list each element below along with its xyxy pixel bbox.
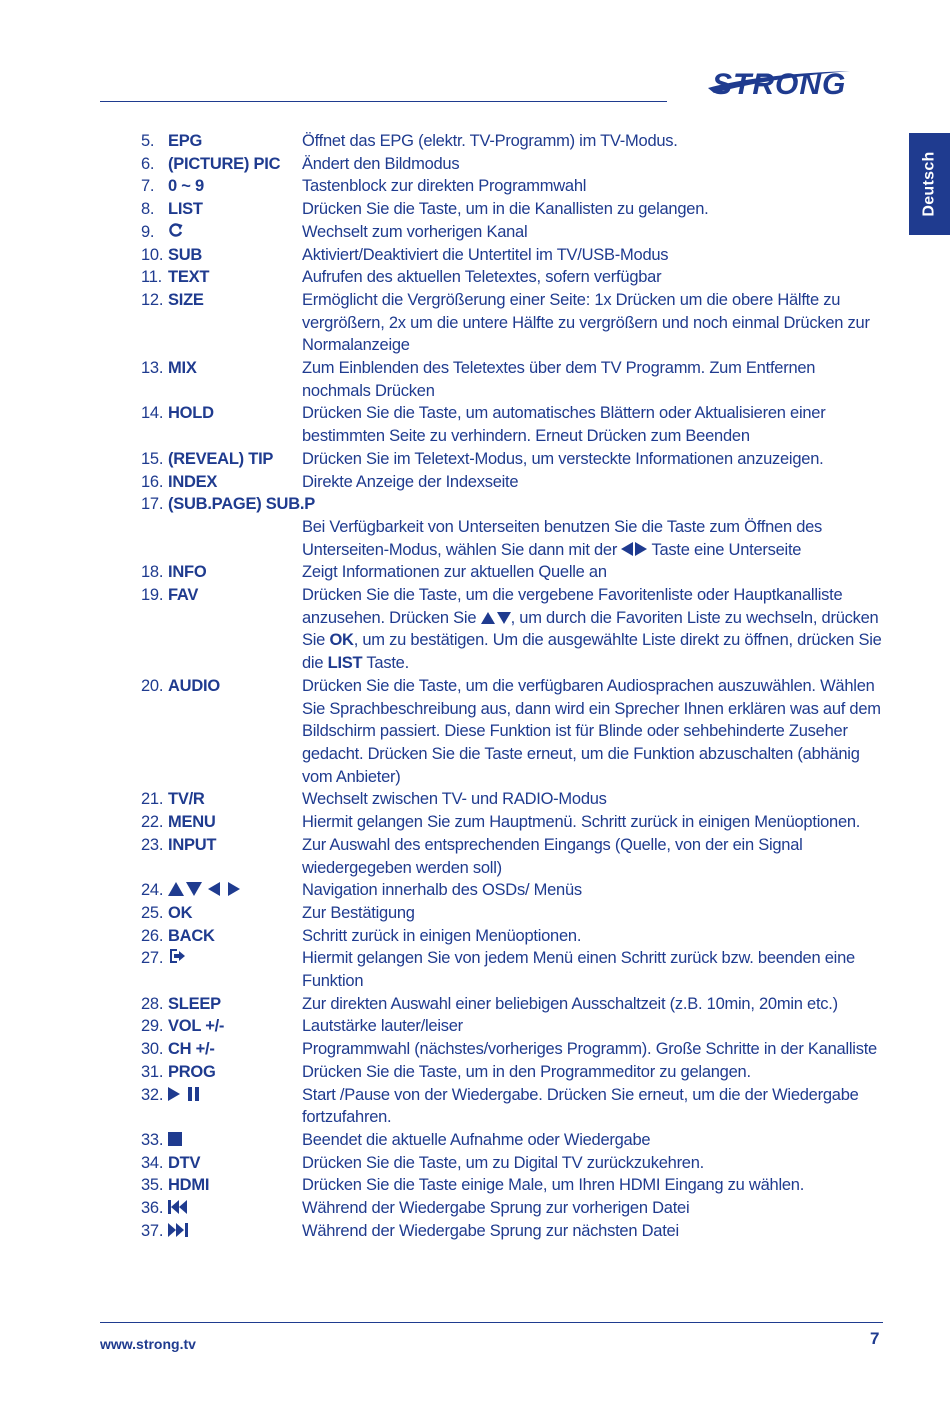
- list-item: [141, 1038, 886, 1061]
- list-item: [141, 516, 886, 561]
- item-number: 37.: [141, 1221, 164, 1240]
- key-name: [168, 947, 302, 992]
- strong-logo: [700, 64, 882, 100]
- list-item: [141, 834, 886, 879]
- key-name: EPG: [168, 132, 203, 150]
- key-name: VOL +/-: [168, 1017, 225, 1036]
- key-name: FAV: [168, 586, 199, 605]
- item-number: 8.: [141, 200, 155, 219]
- list-item: [141, 675, 886, 789]
- key-name: HOLD: [168, 404, 214, 423]
- key-description: Drücken Sie die Taste einige Male, um Ihren HDMI Eingang zu wählen.: [302, 1176, 805, 1195]
- key-description: Zum Einblenden des Teletextes über dem TV Programm. Zum Entfernen nochmals Drücken: [302, 359, 816, 400]
- key-name: [168, 1220, 302, 1243]
- key-name: DTV: [168, 1153, 201, 1172]
- description-text: Bei Verfügbarkeit von Unterseiten benutzen Sie die Taste zum Öffnen des Unterseiten-Modus, wählen Sie dann mit der: [302, 517, 823, 559]
- key-description: Tastenblock zur direkten Programmwahl: [302, 177, 587, 196]
- list-item: [141, 493, 886, 516]
- item-number: 26.: [141, 926, 164, 945]
- list-item: [141, 130, 886, 153]
- remote-key-list: [141, 130, 886, 1242]
- key-name: INFO: [168, 563, 207, 582]
- item-number: 15.: [141, 449, 164, 468]
- list-item: [141, 448, 886, 471]
- item-number: 23.: [141, 835, 164, 854]
- key-description: Drücken Sie die Taste, um in den Programmeditor zu gelangen.: [302, 1062, 751, 1081]
- item-number: 29.: [141, 1017, 164, 1036]
- item-number: 27.: [141, 949, 164, 968]
- list-item: [141, 811, 886, 834]
- key-name: (PICTURE) PIC: [168, 154, 281, 173]
- item-number: 11.: [141, 268, 162, 287]
- list-item: [141, 947, 886, 992]
- next-icon: [168, 1223, 188, 1237]
- item-number: 31.: [141, 1062, 164, 1081]
- key-description: [302, 584, 886, 675]
- left-arrow-icon: [621, 542, 633, 556]
- item-number: 17.: [141, 495, 164, 514]
- key-description: Lautstärke lauter/leiser: [302, 1017, 463, 1036]
- item-number: 16.: [141, 472, 164, 491]
- key-description: Drücken Sie die Taste, um die verfügbaren Audiosprachen auszuwählen. Wählen Sie Sprachbeschreibung aus, dann wird ein Sprecher Ihnen erklären was auf dem Bildschirm passiert. Diese Funktion ist für Blinde oder sehbehinderte Zuseher gedacht. Drücken Sie die Taste erneut, um die Funktion abzuschalten (abhänig vom Anbieter): [302, 676, 881, 786]
- list-item: [141, 1015, 886, 1038]
- key-description: Zur Auswahl des entsprechenden Eingangs (Quelle, von der ein Signal wiedergegeben werden soll): [302, 835, 803, 877]
- key-name: INPUT: [168, 835, 217, 854]
- item-number: 34.: [141, 1153, 164, 1172]
- key-name: TV/R: [168, 790, 205, 809]
- key-name: (SUB.PAGE) SUB.P: [168, 495, 315, 514]
- page-number: 7: [870, 1329, 880, 1348]
- key-description: Drücken Sie die Taste, um zu Digital TV zurückzukehren.: [302, 1153, 704, 1172]
- key-description: Öffnet das EPG (elektr. TV-Programm) im TV-Modus.: [302, 132, 678, 150]
- key-description: [315, 493, 886, 516]
- description-text: Drücken Sie die Taste, um die vergebene Favoritenliste oder Hauptkanalliste anzusehen. Drücken Sie: [302, 586, 843, 627]
- key-description: Programmwahl (nächstes/vorheriges Programm). Große Schritte in der Kanalliste: [302, 1040, 877, 1059]
- item-number: 28.: [141, 994, 164, 1013]
- footer-rule: [100, 1322, 883, 1323]
- item-number: 10.: [141, 245, 164, 264]
- item-number: 36.: [141, 1199, 164, 1218]
- list-item: [141, 1152, 886, 1175]
- key-name: MENU: [168, 813, 216, 832]
- footer-url: www.strong.tv: [100, 1336, 196, 1352]
- key-name: LIST: [168, 200, 203, 219]
- list-item: [141, 584, 886, 675]
- exit-icon: [168, 948, 186, 964]
- description-text: , um durch die Favoriten Liste zu wechseln, drücken Sie: [302, 608, 879, 650]
- key-description: Drücken Sie im Teletext-Modus, um versteckte Informationen anzuzeigen.: [302, 449, 824, 468]
- right-arrow-icon: [635, 542, 647, 556]
- item-number: 18.: [141, 563, 164, 582]
- key-description: Ermöglicht die Vergrößerung einer Seite: 1x Drücken um die obere Hälfte zu vergrößern, 2x um die untere Hälfte zu vergrößern und noch einmal Drücken zur Normalanzeige: [302, 290, 870, 355]
- description-text: Taste.: [366, 654, 409, 673]
- key-name: [168, 1084, 302, 1129]
- key-name: [168, 1197, 302, 1220]
- item-number: 22.: [141, 813, 164, 832]
- item-number: 35.: [141, 1176, 164, 1195]
- svg-text:STRONG: STRONG: [712, 68, 847, 100]
- list-item: [141, 266, 886, 289]
- item-number: 5.: [141, 132, 155, 150]
- key-name: INDEX: [168, 472, 218, 491]
- item-number: 7.: [141, 177, 155, 196]
- key-name: [168, 879, 302, 902]
- key-description: Hiermit gelangen Sie zum Hauptmenü. Schritt zurück in einigen Menüoptionen.: [302, 813, 861, 832]
- item-number: 25.: [141, 903, 164, 922]
- key-description: Wechselt zwischen TV- und RADIO-Modus: [302, 790, 607, 809]
- item-number: 32.: [141, 1085, 164, 1104]
- key-description: Schritt zurück in einigen Menüoptionen.: [302, 926, 582, 945]
- key-description: Zur Bestätigung: [302, 903, 415, 922]
- list-item: [141, 221, 886, 244]
- key-description: Drücken Sie die Taste, um automatisches Blättern oder Aktualisieren einer bestimmten Seite zu verhindern. Erneut Drücken zum Beenden: [302, 404, 826, 446]
- recall-icon: [168, 222, 184, 238]
- list-item: [141, 993, 886, 1016]
- list-item: [141, 244, 886, 267]
- key-description: [141, 516, 886, 561]
- key-description: Drücken Sie die Taste, um in die Kanallisten zu gelangen.: [302, 200, 709, 219]
- key-description: Direkte Anzeige der Indexseite: [302, 472, 519, 491]
- list-item: [141, 561, 886, 584]
- key-reference: OK: [329, 631, 354, 650]
- language-tab-label: Deutsch: [920, 151, 938, 217]
- list-item: [141, 1197, 886, 1220]
- item-number: 6.: [141, 154, 155, 173]
- list-item: [141, 153, 886, 176]
- item-number: 21.: [141, 790, 164, 809]
- key-description: Aufrufen des aktuellen Teletextes, sofern verfügbar: [302, 268, 662, 287]
- list-item: [141, 1129, 886, 1152]
- key-description: Hiermit gelangen Sie von jedem Menü einen Schritt zurück bzw. beenden eine Funktion: [302, 949, 855, 991]
- list-item: [141, 402, 886, 447]
- key-description: Zeigt Informationen zur aktuellen Quelle an: [302, 563, 607, 582]
- item-number: 33.: [141, 1130, 164, 1149]
- key-name: MIX: [168, 359, 197, 378]
- list-item: [141, 471, 886, 494]
- list-item: [141, 879, 886, 902]
- play-pause-icon: [168, 1087, 202, 1101]
- list-item: [141, 788, 886, 811]
- item-number: 14.: [141, 404, 164, 423]
- key-description: Wechselt zum vorherigen Kanal: [302, 222, 528, 241]
- list-item: [141, 289, 886, 357]
- description-text: Taste eine Unterseite: [651, 540, 802, 559]
- key-description: Aktiviert/Deaktiviert die Untertitel im TV/USB-Modus: [302, 245, 669, 264]
- list-item: [141, 198, 886, 221]
- key-name: HDMI: [168, 1176, 210, 1195]
- list-item: [141, 1220, 886, 1243]
- key-name: AUDIO: [168, 676, 220, 695]
- list-item: [141, 175, 886, 198]
- key-name: PROG: [168, 1062, 216, 1081]
- key-description: Navigation innerhalb des OSDs/ Menüs: [302, 881, 582, 900]
- key-name: BACK: [168, 926, 215, 945]
- list-item: [141, 1084, 886, 1129]
- item-number: 24.: [141, 881, 164, 900]
- list-item: [141, 925, 886, 948]
- item-number: 12.: [141, 290, 164, 309]
- item-number: 20.: [141, 676, 164, 695]
- key-name: 0 ~ 9: [168, 177, 204, 196]
- key-name: CH +/-: [168, 1040, 215, 1059]
- stop-icon: [168, 1132, 182, 1146]
- previous-icon: [168, 1200, 188, 1214]
- key-description: Zur direkten Auswahl einer beliebigen Ausschaltzeit (z.B. 10min, 20min etc.): [302, 994, 838, 1013]
- key-name: SUB: [168, 245, 203, 264]
- key-name: TEXT: [168, 268, 210, 287]
- item-number: 19.: [141, 586, 164, 605]
- key-name: [168, 221, 302, 244]
- key-name: (REVEAL) TIP: [168, 449, 274, 468]
- language-tab: [909, 133, 950, 235]
- nav-arrows-icon: [168, 882, 242, 896]
- up-arrow-icon: [481, 612, 495, 624]
- header-rule: [100, 101, 667, 102]
- item-number: 9.: [141, 222, 155, 241]
- description-text: , um zu bestätigen. Um die ausgewählte Liste direkt zu öffnen, drücken Sie die: [302, 631, 882, 673]
- key-name: OK: [168, 903, 193, 922]
- key-description: Start /Pause von der Wiedergabe. Drücken Sie erneut, um die der Wiedergabe fortzufahren.: [302, 1085, 859, 1127]
- key-name: [168, 1129, 302, 1152]
- key-description: Beendet die aktuelle Aufnahme oder Wiedergabe: [302, 1130, 651, 1149]
- list-item: [141, 1061, 886, 1084]
- item-number: 13.: [141, 359, 164, 378]
- list-item: [141, 902, 886, 925]
- key-description: Während der Wiedergabe Sprung zur vorherigen Datei: [302, 1199, 690, 1218]
- key-description: Ändert den Bildmodus: [302, 154, 460, 173]
- list-item: [141, 1174, 886, 1197]
- key-description: Während der Wiedergabe Sprung zur nächsten Datei: [302, 1221, 679, 1240]
- item-number: 30.: [141, 1040, 164, 1059]
- key-name: SIZE: [168, 290, 204, 309]
- down-arrow-icon: [497, 612, 511, 624]
- key-name: SLEEP: [168, 994, 221, 1013]
- list-item: [141, 357, 886, 402]
- key-reference: LIST: [327, 654, 363, 673]
